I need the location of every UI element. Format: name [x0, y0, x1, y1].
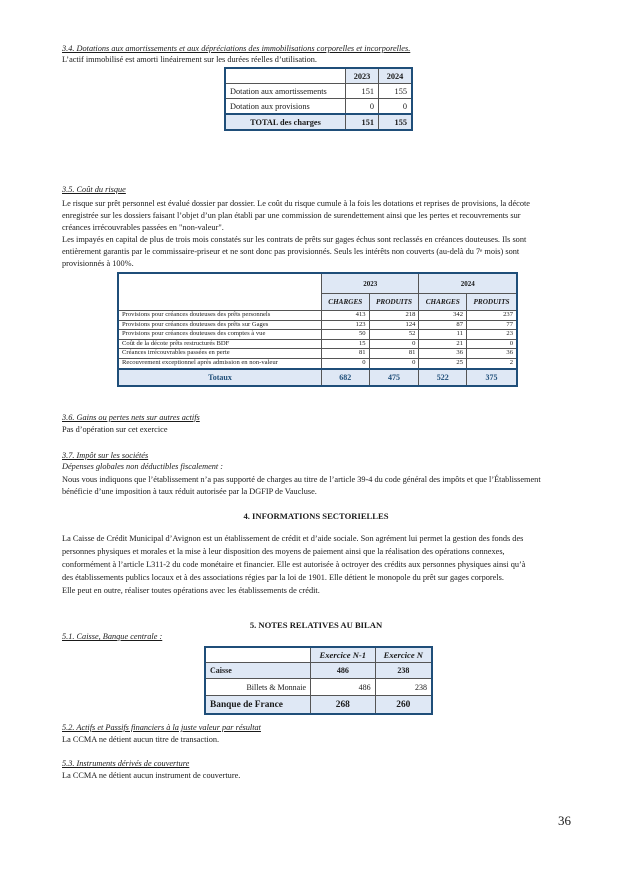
cell-value: 81 [322, 349, 370, 359]
total-label: TOTAL des charges [225, 114, 346, 130]
table-row [118, 330, 517, 340]
year-2024-header: 2024 [379, 68, 413, 84]
paragraph-line: Les impayés en capital de plus de trois mois constatés sur les contrats de prêts sur gages échus sont reclassés en créances douteuses. Ils sont [62, 235, 527, 244]
section-5-2-text: La CCMA ne détient aucun titre de transaction. [62, 735, 220, 744]
cell-value: 268 [311, 696, 376, 715]
cell-value: 151 [346, 114, 379, 130]
charges-header: CHARGES [322, 294, 370, 311]
cell-value: 522 [419, 369, 467, 386]
exercise-n-header: Exercice N [375, 647, 432, 663]
cell-value: 124 [369, 320, 419, 330]
row-label: Caisse [205, 663, 311, 679]
cell-value: 52 [369, 330, 419, 340]
exercise-n-1-header: Exercice N-1 [311, 647, 376, 663]
section-5-3-heading: 5.3. Instruments dérivés de couverture [62, 759, 190, 768]
section-3-6-heading: 3.6. Gains ou pertes nets sur autres actifs [62, 413, 200, 422]
paragraph-line: conformément à l’article L311-2 du code monétaire et financier. Elle est autorisée à octroyer des crédits aux personnes physiques ainsi qu’à [62, 560, 526, 569]
cell-value: 0 [346, 99, 379, 115]
row-label: Dotation aux provisions [225, 99, 346, 115]
section-5-title: 5. NOTES RELATIVES AU BILAN [249, 620, 383, 630]
cell-value: 0 [379, 99, 413, 115]
cell-value: 682 [322, 369, 370, 386]
section-5-2-heading: 5.2. Actifs et Passifs financiers à la juste valeur par résultat [62, 723, 261, 732]
cell-value: 23 [467, 330, 518, 340]
row-label: Recouvrement exceptionnel après admission en non-valeur [118, 358, 322, 368]
cell-value: 87 [419, 320, 467, 330]
table-row [225, 84, 412, 99]
cell-value: 36 [419, 349, 467, 359]
cell-value: 155 [379, 114, 413, 130]
cell-value: 237 [467, 311, 518, 321]
depreciation-table [224, 67, 413, 131]
paragraph-line: des établissements publics locaux et à des associations régies par la loi de 1901. Elle détient le monopole du prêt sur gages corporels. [62, 573, 504, 582]
section-4-title: 4. INFORMATIONS SECTORIELLES [243, 511, 389, 521]
cell-value: 238 [375, 663, 432, 679]
table-row [118, 339, 517, 349]
section-3-4-heading: 3.4. Dotations aux amortissements et aux dépréciations des immobilisations corporelles et incorporelles. [62, 44, 411, 53]
paragraph-line: entièrement garantis par le commissaire-priseur et ne sont donc pas provisionnés. Seuls les intérêts non couverts (au-delà du 7ᵉ mois) sont [62, 247, 520, 256]
cell-value: 475 [369, 369, 419, 386]
row-label: Coût de la décote prêts restructurés BDF [118, 339, 322, 349]
row-label: Banque de France [205, 696, 311, 715]
paragraph-line: Le risque sur prêt personnel est évalué dossier par dossier. Le coût du risque cumule à la fois les dotations et reprises de provisions, la décote [62, 199, 530, 208]
row-label: Dotation aux amortissements [225, 84, 346, 99]
cell-value: 0 [369, 358, 419, 368]
cell-value: 11 [419, 330, 467, 340]
table-row [205, 696, 432, 715]
table-row [118, 349, 517, 359]
table-row [225, 99, 412, 115]
cell-value: 342 [419, 311, 467, 321]
paragraph-line: Elle peut en outre, réaliser toutes opérations avec les établissements de crédit. [62, 586, 320, 595]
paragraph-line: enregistrée sur les dossiers faisant l’objet d’un plan établi par une commission de surendettement ainsi que les pertes et recouvrements sur [62, 211, 521, 220]
section-3-7-heading: 3.7. Impôt sur les sociétés [62, 451, 149, 460]
paragraph-line: La Caisse de Crédit Municipal d’Avignon est un établissement de crédit et d’aide sociale. Son agrément lui permet la gestion des fonds des [62, 534, 524, 543]
total-row [225, 114, 412, 130]
cell-value: 123 [322, 320, 370, 330]
cell-value: 486 [311, 679, 376, 696]
section-5-1-heading: 5.1. Caisse, Banque centrale : [62, 632, 163, 641]
cell-value: 260 [375, 696, 432, 715]
produits-header: PRODUITS [369, 294, 419, 311]
cell-value: 21 [419, 339, 467, 349]
cell-value: 413 [322, 311, 370, 321]
paragraph-line: Nous vous indiquons que l’établissement n’a pas supporté de charges au titre de l’article 39-4 du code général des impôts et que l’Établissement [62, 475, 541, 484]
row-label: Billets & Monnaie [205, 679, 311, 696]
table-row [118, 311, 517, 321]
risk-cost-table [117, 272, 518, 387]
total-row [118, 369, 517, 386]
cell-value: 0 [369, 339, 419, 349]
row-label: Créances irrécouvrables passées en perte [118, 349, 322, 359]
cell-value: 486 [311, 663, 376, 679]
cell-value: 2 [467, 358, 518, 368]
produits-header: PRODUITS [467, 294, 518, 311]
total-label: Totaux [118, 369, 322, 386]
section-5-3-text: La CCMA ne détient aucun instrument de couverture. [62, 771, 241, 780]
section-3-5-heading: 3.5. Coût du risque [62, 185, 126, 194]
cell-value: 15 [322, 339, 370, 349]
cell-value: 50 [322, 330, 370, 340]
cell-value: 218 [369, 311, 419, 321]
row-label: Provisions pour créances douteuses des prêts personnels [118, 311, 322, 321]
cell-value: 0 [322, 358, 370, 368]
row-label: Provisions pour créances douteuses des comptes à vue [118, 330, 322, 340]
table-row [118, 358, 517, 368]
year-2023-header: 2023 [322, 273, 419, 294]
page-number: 36 [558, 813, 571, 828]
row-label: Provisions pour créances douteuses des prêts sur Gages [118, 320, 322, 330]
year-2024-header: 2024 [419, 273, 517, 294]
section-3-7-subheading: Dépenses globales non déductibles fiscalement : [62, 462, 224, 471]
table-row [205, 663, 432, 679]
cell-value: 0 [467, 339, 518, 349]
cash-central-bank-table [204, 646, 433, 715]
charges-header: CHARGES [419, 294, 467, 311]
cell-value: 238 [375, 679, 432, 696]
cell-value: 81 [369, 349, 419, 359]
cell-value: 77 [467, 320, 518, 330]
table-row [118, 320, 517, 330]
cell-value: 151 [346, 84, 379, 99]
section-3-6-text: Pas d’opération sur cet exercice [62, 425, 168, 434]
cell-value: 36 [467, 349, 518, 359]
table-row [205, 679, 432, 696]
year-2023-header: 2023 [346, 68, 379, 84]
cell-value: 155 [379, 84, 413, 99]
paragraph-line: personnes physiques et morales et la mise à leur disposition des moyens de paiement ainsi que la réalisation des opérations connexes, [62, 547, 505, 556]
section-3-4-text: L’actif immobilisé est amorti linéairement sur les durées réelles d’utilisation. [62, 55, 317, 64]
cell-value: 25 [419, 358, 467, 368]
paragraph-line: provisionnés à 100%. [62, 259, 134, 268]
paragraph-line: bénéficie d’une imposition à taux réduit autorisée par la DGFIP de Vaucluse. [62, 487, 317, 496]
cell-value: 375 [467, 369, 518, 386]
paragraph-line: créances irrécouvrables passées en "non-valeur". [62, 223, 224, 232]
